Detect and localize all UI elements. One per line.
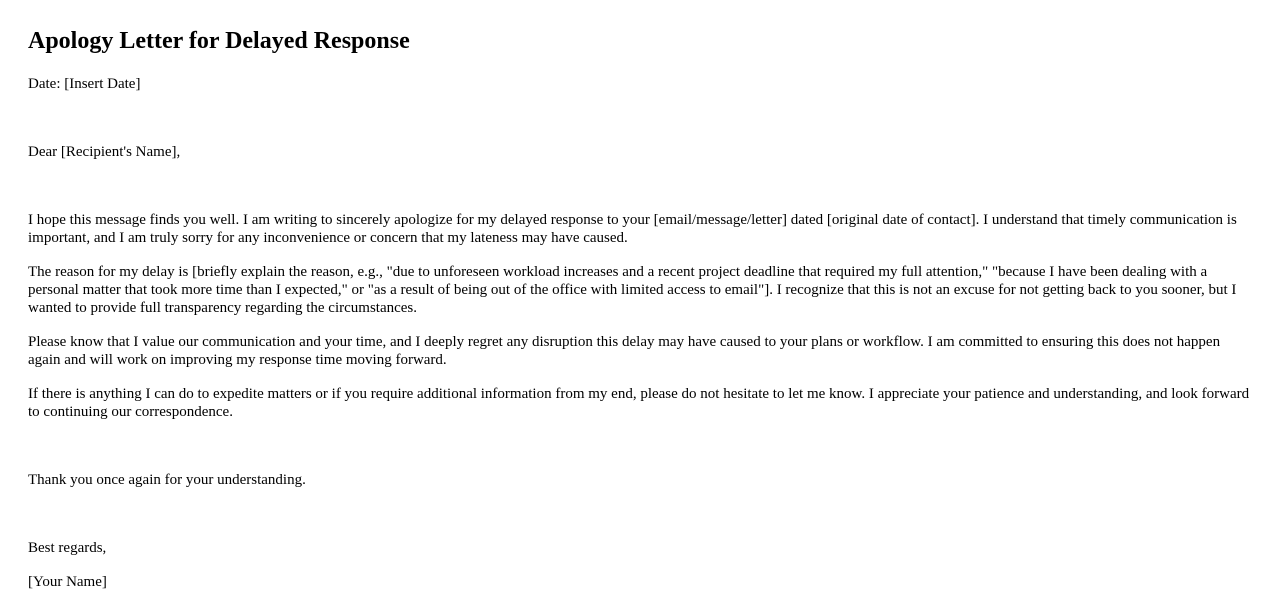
body-paragraph-reason: The reason for my delay is [briefly explain the reason, e.g., "due to unforeseen workload increases and a recent project deadline that required my full attention," "because I have been dealing with a personal matter that took more time than I expected," or "as a result of being out of the office with limited access to email"]. I recognize that this is not an excuse for not getting back to you sooner, but I wanted to provide full transparency regarding the circumstances.: [28, 264, 1237, 316]
body-paragraph-offer: If there is anything I can do to expedite matters or if you require additional information from my end, please do not hesitate to let me know. I appreciate your patience and understanding, and look forward to continuing our correspondence.: [28, 386, 1250, 420]
salutation: Dear [Recipient's Name],: [28, 144, 181, 160]
signature-line: [Your Name]: [28, 574, 107, 590]
closing-line: Best regards,: [28, 540, 107, 556]
body-paragraph-commitment: Please know that I value our communication and your time, and I deeply regret any disruption this delay may have caused to your plans or workflow. I am committed to ensuring this does not happen again and will work on improving my response time moving forward.: [28, 334, 1221, 368]
body-paragraph-opening: I hope this message finds you well. I am writing to sincerely apologize for my delayed response to your [email/message/letter] dated [original date of contact]. I understand that timely communication is important, and I am truly sorry for any inconvenience or concern that my lateness may have caused.: [28, 212, 1237, 246]
letter-title: Apology Letter for Delayed Response: [28, 28, 410, 54]
thanks-line: Thank you once again for your understanding.: [28, 472, 306, 488]
date-line: Date: [Insert Date]: [28, 76, 141, 92]
